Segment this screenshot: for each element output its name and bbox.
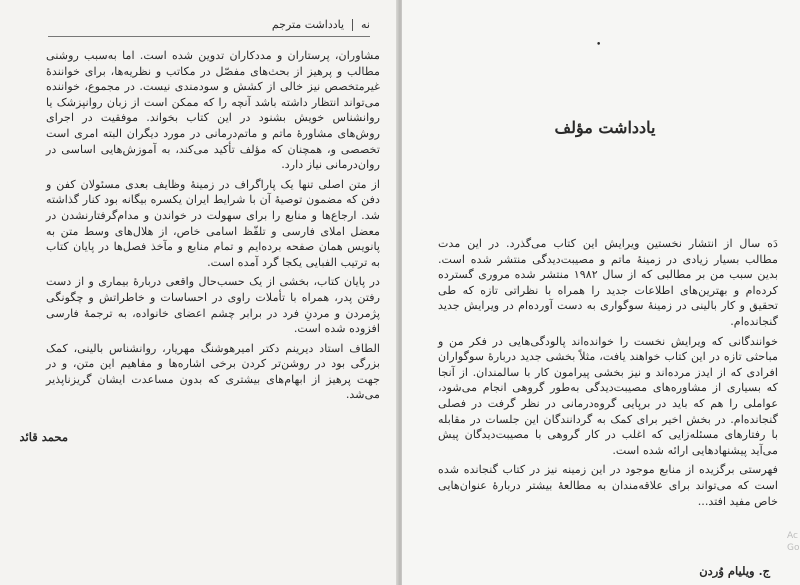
paragraph: مشاوران، پرستاران و مددکاران تدوین شده است. اما به‌سبب روشنی مطالب و پرهیز از بحث‌های مفصّل در مکاتب و نظریه‌ها، برای خوانندهٔ غیرمتخصص نیز خالی از کشش و سودمندی نیست. در مجموع، خواننده می‌تواند انتظار داشته باشد آنچه را که ممکن است از زبان روانپزشک یا روانشناس خویش بشنود در این کتاب بخواند. موفقیت در اجرای روش‌های مشاورهٔ ماتم و ماتم‌درمانی در مورد دیگران البته امری است تخصصی و، همچنان که مؤلف تأکید می‌کند، به آموزش‌هایی اساسی در روان‌درمانی نیاز دارد. xyxy=(46,49,380,172)
header-rule xyxy=(48,36,370,37)
author-note-body xyxy=(438,236,778,513)
paragraph: در پایان کتاب، بخشی از یک حسب‌حال واقعی دربارهٔ بیماری و از دست رفتن پدر، همراه با تأملات راوی در احساسات و خاطراتش و چگونگی پژمردن و مردنِ فرد در برابر چشم اعضای خانواده، به ترجمهٔ فارسی افزوده شده است. xyxy=(46,275,380,336)
paragraph: خوانندگانی که ویرایش نخست را خوانده‌اند پالودگی‌هایی در فکر من و مباحثی تازه در این کتاب خواهند یافت، مثلاً بخشی جدید دربارهٔ سوگواران افرادی که از ایدز مرده‌اند و نیز بخشی پیرامون کار با سالمندان. از آنجا که بسیاری از مشاوره‌های مصیبت‌دیدگی به‌طور گروهی انجام می‌شود، عواملی را هم که باید در برپایی گروه‌درمانی در نظر گرفت در فصلی گنجانده‌ام. در بخش اخیر برای کمک به گردانندگان این جلسات در مقابله با رفتارهای مسئله‌زایی که اغلب در کار گروهی با مصیبت‌دیدگان پیش می‌آید پیشنهادهایی ارائه شده است. xyxy=(438,334,778,457)
translator-signature: محمد قائد xyxy=(19,430,68,444)
overlay-line: Go xyxy=(787,543,800,553)
header-separator xyxy=(352,19,353,31)
page-header xyxy=(272,18,370,31)
overlay-line: Ac xyxy=(787,531,798,541)
paragraph: فهرستی برگزیده از منابع موجود در این زمینه نیز در کتاب گنجانده شده است که می‌تواند برای علاقه‌مندان به مطالعهٔ بیشتر دربارهٔ عنوان‌هایی خاص مفید افتد... xyxy=(438,463,778,508)
overlay-text xyxy=(787,530,799,554)
author-signature: ج. ویلیام وُردن xyxy=(699,564,770,578)
paragraph: دَه سال از انتشار نخستین ویرایش این کتاب می‌گذرد. در این مدت مطالب بسیار زیادی در زمینهٔ ماتم و مصیبت‌دیدگی منتشر شده است. بدین سبب من بر مطالبی که از سال ۱۹۸۲ منتشر شده مروری گسترده کرده‌ام و بهترین‌های اطلاعات جدید را همراه با نظراتی تازه که طی تحقیق و کار بالینی در زمینهٔ سوگواری به دست آورده‌ام در ویرایش جدید گنجانده‌ام. xyxy=(438,237,779,328)
left-page xyxy=(0,0,398,585)
running-title: یادداشت مترجم xyxy=(271,18,345,31)
chapter-title: یادداشت مؤلف xyxy=(554,118,656,137)
paragraph: الطاف استاد دیرینم دکتر امیرهوشنگ مهریار، روانشناس بالینی، کمک بزرگی بود در روشن‌تر کردن برخی اشاره‌ها و مفاهیم این متن، و در جهت پرهیز از ابهام‌های بیشتری که بدون مساعدت ایشان گریزناپذیر می‌شد. xyxy=(46,341,380,402)
page-number: نه xyxy=(361,18,370,31)
paragraph: از متن اصلی تنها یک پاراگراف در زمینهٔ وظایف بعدی مسئولان کفن و دفن که مضمون توصیهٔ آن با شرایط ایران یکسره بیگانه بود کنار گذاشته شد. ارجاع‌ها و منابع را برای سهولت در خواندن و مدام‌گرفتارنشدن در معضل املای فارسی و تلفّظ اسامی خاص، از هلال‌های وسط متن به پانویس همان صفحه برده‌ایم و تمام منابع و مآخذ فصل‌ها در پایان کتاب به ترتیب الفبایی یکجا گرد آمده است. xyxy=(46,177,380,269)
page-marker: • xyxy=(596,40,602,50)
translator-note-body xyxy=(46,48,380,407)
